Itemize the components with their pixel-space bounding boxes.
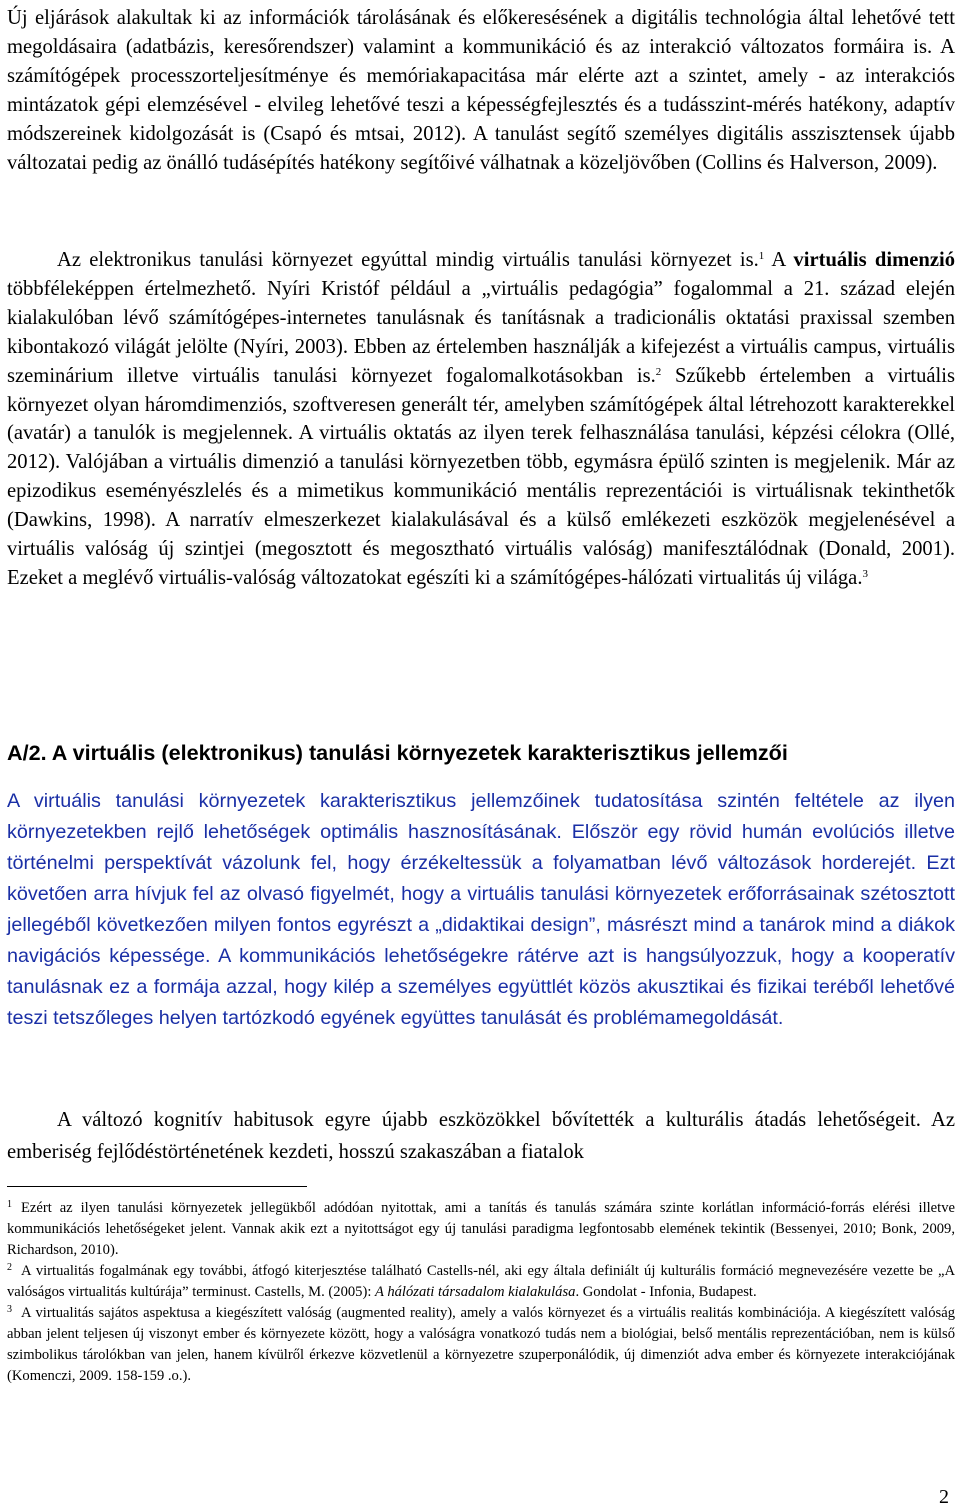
footnote-ref-2[interactable]: 2 [655, 365, 662, 378]
paragraph-cognitive-habitus: A változó kognitív habitusok egyre újabb eszközökkel bővítették a kulturális átadás lehetőségeit. Az emberiség fejlődéstörténetének kezdeti, hosszú szakaszában a fiatalok [7, 1109, 955, 1163]
bold-term: virtuális dimenzió [793, 249, 955, 271]
paragraph-text-part: többféleképpen értelmezhető. Nyíri Kristóf például a „virtuális pedagógia” fogalommal a 21. század elején kialakulóban lévő számítógépes-internetes tanulásnak és tanításnak a tradicionális oktatási praxissal szemben kibontakozó világát jelölte (Nyíri, 2003). Ebben az értelemben használják a kifejezést a virtuális campus, virtuális szeminárium illetve virtuális tanulási környezet fogalomalkotásokban is. [7, 277, 955, 387]
paragraph-text-part: Szűkebb értelemben a virtuális környezet olyan háromdimenziós, szoftveresen generált tér, amelyben számítógépek által létrehozott karakterekkel (avatár) a tanulók is megjelennek. A virtuális oktatás az ilyen terek felhasználása tanulási, képzési célokra (Ollé, 2012). Valójában a virtuális dimenzió a tanulási környezetben több, egymásra épülő szinten is megjelenik. Már az epizodikus eseményészlelés és a mimetikus kommunikáció mentális reprezentációi is virtuálisnak tekinthetők (Dawkins, 1998). A narratív elmeszerkezet kialakulásával és a külső emlékezeti eszközök megjelenésével a virtuális valóság új szintjei (megosztott és megosztható virtuális valóság) manifesztálódnak (Donald, 2001). Ezeket a meglévő virtuális-valóság változatokat egészíti ki a számítógépes-hálózati virtualitás új világa. [7, 364, 955, 589]
footnote-number: 1 [7, 1199, 12, 1210]
paragraph-characteristics: A virtuális tanulási környezetek karakterisztikus jellemzőinek tudatosítása szintén feltétele az ilyen környezetekben rejlő lehetőségek optimális hasznosításának. Először egy rövid humán evolúciós illetve történelmi perspektívát vázolunk fel, hogy érzékeltessük a folyamatban lévő változások horderejét. Ezt követően arra hívjuk fel az olvasó figyelmét, hogy a virtuális tanulási környezetek erőforrásainak szétosztott jellegéből következően milyen fontos egyrészt a „didaktikai design”, másrészt mind a tanárok mind a diákok navigációs képessége. A kommunikációs lehetőségekre rátérve azt is hangsúlyozzuk, hogy a kooperatív tanulásnak ez a formája azzal, hogy kilép a személyes együttlét közös akusztikai és fizikai teréből lehetővé teszi tetszőleges helyen tartózkodó egyének együttes tanulását és problémamegoldását. [7, 790, 955, 1029]
footnote-ref-1[interactable]: 1 [758, 250, 765, 262]
footnote-book-title: A hálózati társadalom kialakulása [375, 1284, 576, 1300]
footnotes [7, 1198, 955, 1387]
paragraph-text-part: A [764, 249, 794, 271]
footnote-2 [7, 1261, 955, 1303]
footnote-number: 3 [7, 1304, 12, 1315]
footnote-3 [7, 1303, 955, 1387]
paragraph-text-part: Az elektronikus tanulási környezet egyúttal mindig virtuális tanulási környezet is. [57, 249, 759, 271]
footnote-number: 2 [7, 1262, 12, 1273]
page-number: 2 [939, 1486, 949, 1508]
footnote-ref-3[interactable]: 3 [862, 567, 868, 580]
section-heading: A/2. A virtuális (elektronikus) tanulási környezetek karakterisztikus jellemzői [7, 740, 788, 765]
paragraph-information-retrieval: Új eljárások alakultak ki az információk tárolásának és előkeresésének a digitális technológia által lehetővé tett megoldásaira (adatbázis, keresőrendszer) valamint a kommunikáció és az interakció változatos formáira is. A számítógépek processzorteljesítménye és memóriakapacitása már elérte azt a szintet, amely - az interakciós mintázatok gépi elemzésével - elvileg lehetővé teszi a képességfejlesztés és a tudásszint-mérés hatékony, adaptív módszereinek kidolgozását is (Csapó és mtsai, 2012). A tanulást segítő személyes digitális asszisztensek újabb változatai pedig az önálló tudásépítés hatékony segítőivé válhatnak a közeljövőben (Collins és Halverson, 2009). [7, 7, 955, 174]
footnote-text: A virtualitás fogalmának egy további, átfogó kiterjesztése található Castells-nél, aki egy általa definiált új kulturális formáció megnevezésére vezette be „A valóságos virtualitás kultúrája” terminust. Castells, M. (2005): [7, 1263, 955, 1300]
paragraph-virtual-dimension [7, 246, 955, 593]
footnote-separator [7, 1186, 307, 1187]
footnote-text: A virtualitás sajátos aspektusa a kiegészített valóság (augmented reality), amely a valós környezet és a virtuális realitás kombinációja. A kiegészített valóság abban jelent teljesen új viszonyt ember és környezete között, hogy a valóságra vonatkozó tudás nem a biológiai, belső mentális reprezentációban, nem is külső szimbolikus tárolókban van jelen, hanem kívülről érkezve közvetlenül a környezetre szuperponálódik, új dimenziót adva ember és környezete interakciójának (Komenczi, 2009. 158-159 .o.). [7, 1305, 955, 1384]
footnote-1 [7, 1198, 955, 1261]
footnote-text: Ezért az ilyen tanulási környezetek jellegükből adódóan nyitottak, ami a tanítás és tanulás számára szinte korlátlan információ-forrás elérési illetve kommunikációs lehetőségeket jelent. Vannak akik ezt a nyitottságot egy új tanulási paradigma legfontosabb elemének tekintik (Bessenyei, 2010; Bonk, 2009, Richardson, 2010). [7, 1200, 955, 1258]
footnote-text: . Gondolat - Infonia, Budapest. [575, 1284, 757, 1300]
